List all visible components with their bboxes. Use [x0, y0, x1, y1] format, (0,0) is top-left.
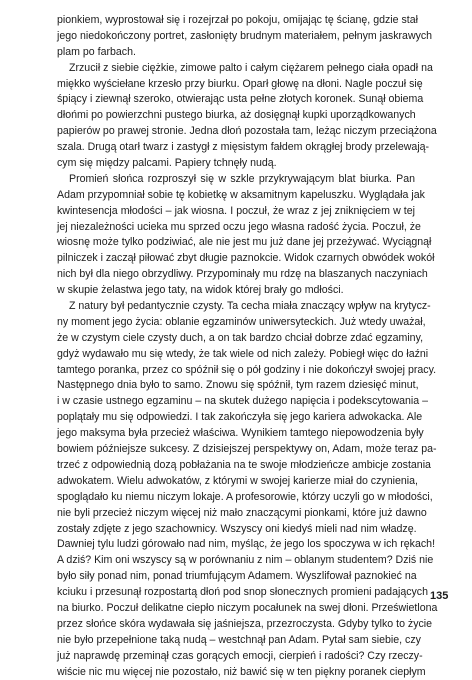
text-line: Adam przypomniał sobie tę kobietkę w aksamitnym kapeluszku. Wyglądała jak: [57, 188, 425, 201]
text-line: już naprawdę przeminął czas gorących emocji, cierpień i radości? Czy rzeczy-: [57, 649, 423, 662]
text-line: adwokatem. Wielu adwokatów, z którymi w swojej karierze miał do czynienia,: [57, 474, 418, 487]
text-line: jego maksyma była przecież właściwa. Wynikiem tamtego niepowodzenia były: [57, 427, 424, 440]
text-line: jego niedokończony portret, zasłonięty brudnym materiałem, pełnym jaskrawych: [57, 29, 433, 42]
text-line: Z natury był pedantycznie czysty. Ta cecha miała znaczący wpływ na krytycz-: [69, 300, 431, 313]
text-line: miękko wyściełane krzesło przy biurku. Oparł głowę na dłoni. Nagle poczuł się: [57, 77, 423, 90]
text-line: na biurko. Poczuł delikatne ciepło niczym pocałunek na swej dłoni. Prześwietlona: [57, 601, 438, 614]
text-line: gdyż wydawało mu się wtedy, że tak wiele od nich zależy. Pobiegł więc do łaźni: [57, 347, 429, 360]
text-line: Dawniej tylu ludzi górowało nad nim, myśląc, że jego los spoczywa w ich rękach!: [57, 538, 436, 551]
text-line: Promień słońca rozproszył się w szkle przykrywającym blat biurka. Pan: [69, 172, 415, 185]
text-line: szala. Drugą otarł twarz i zastygł z mięsistym fałdem okrągłej brody przelewają-: [57, 141, 430, 154]
text-line: Zrzucił z siebie ciężkie, zimowe palto i całym ciężarem pełnego ciała opadł na: [69, 61, 433, 74]
text-line: Następnego dnia było to samo. Znowu się spóźnił, tym razem dziesięć minut,: [57, 379, 419, 392]
text-line: nich był dla niego obrzydliwy. Przypominały mu rdzę na blaszanych naczyniach: [57, 268, 428, 281]
text-line: cym się między palcami. Papiery tchnęły nudą.: [57, 157, 277, 170]
text-line: nie byli przecież niczym więcej niż mało znaczącymi pionkami, które już dawno: [57, 506, 427, 519]
text-line: wiście nic mu więcej nie pozostało, niż bawić się w ten piękny poranek ciepłym: [57, 665, 426, 678]
paragraph: [57, 172, 435, 299]
text-line: pionkiem, wyprostował się i rozejrzał po pokoju, omijając tę ścianę, gdzie stał: [57, 14, 418, 26]
text-line: śpiący i ziewnął szeroko, otwierając usta pełne złotych koronek. Sunął obiema: [57, 93, 424, 106]
paragraph: [57, 61, 437, 172]
text-line: bowiem późniejsze sukcesy. Z dzisiejszej perspektywy on, Adam, może teraz pa-: [57, 443, 437, 456]
text-line: trzeć z odpowiednią dozą pobłażania na te swoje młodzieńcze ambicje zostania: [57, 458, 431, 471]
text-line: jej niezależności ucieka mu sprzed oczu jego własna radość życia. Poczuł, że: [57, 220, 421, 233]
text-line: zostały zdjęte z jego szachownicy. Wszyscy oni kiedyś mieli nad nim władzę.: [57, 522, 417, 535]
text-line: papierów po prawej stronie. Jedna dłoń pozostała tam, leżąc niczym przeciążona: [57, 125, 437, 138]
text-line: kwintesencja młodości – jak wiosna. I poczuł, że wraz z jej zniknięciem w tej: [57, 204, 415, 217]
text-line: przez słońce skóra wydawała się jaśniejsza, przezroczysta. Gdyby tylko to życie: [57, 617, 433, 630]
text-line: pilniczek i zaczął piłować zbyt długie paznokcie. Widok czarnych obwódek wokół: [57, 252, 435, 265]
text-line: A dziś? Kim oni wszyscy są w porównaniu z nim – oblanym studentem? Dziś nie: [57, 554, 434, 567]
paragraph: [57, 13, 433, 61]
text-line: plam po farbach.: [57, 45, 136, 58]
body-text: [57, 13, 438, 680]
text-line: kciuku i przesunął rozpostartą dłoń pod snop słonecznych promieni padających: [57, 586, 428, 599]
text-line: tamtego poranka, przez co spóźnił się o pół godziny i nie dokończył swojej pracy.: [57, 363, 437, 376]
text-line: spoglądało ku niemu niczym lokaje. A profesorowie, którzy uczyli go w młodości,: [57, 490, 433, 503]
page-number: 135: [430, 590, 449, 602]
text-line: w skupie żelastwa jego taty, na widok której brały go mdłości.: [57, 284, 344, 297]
text-line: wiosnę może tylko podziwiać, ale nie jest mu już dane jej przeżywać. Wyciągnął: [57, 236, 432, 249]
text-line: że w czystym ciele czysty duch, a on tak bardzo chciał dobrze zdać egzaminy,: [57, 331, 424, 344]
text-line: nie było przepełnione taką nudą – westchnął pan Adam. Pytał sam siebie, czy: [57, 633, 421, 646]
text-line: ny moment jego życia: oblanie egzaminów uniwersyteckich. Już wtedy uważał,: [57, 315, 426, 328]
text-line: dłońmi po powierzchni pustego biurka, aż dosięgnął kupki uporządkowanych: [57, 109, 416, 122]
text-line: było siły ponad nim, ponad triumfującym Adamem. Wyszlifował paznokieć na: [57, 570, 417, 583]
text-line: poplątały mu się odpowiedzi. I tak zakończyła się jego kariera adwokacka. Ale: [57, 411, 423, 424]
text-line: i w czasie ustnego egzaminu – na skutek dużego napięcia i podekscytowania –: [57, 395, 429, 408]
paragraph: [57, 299, 438, 680]
